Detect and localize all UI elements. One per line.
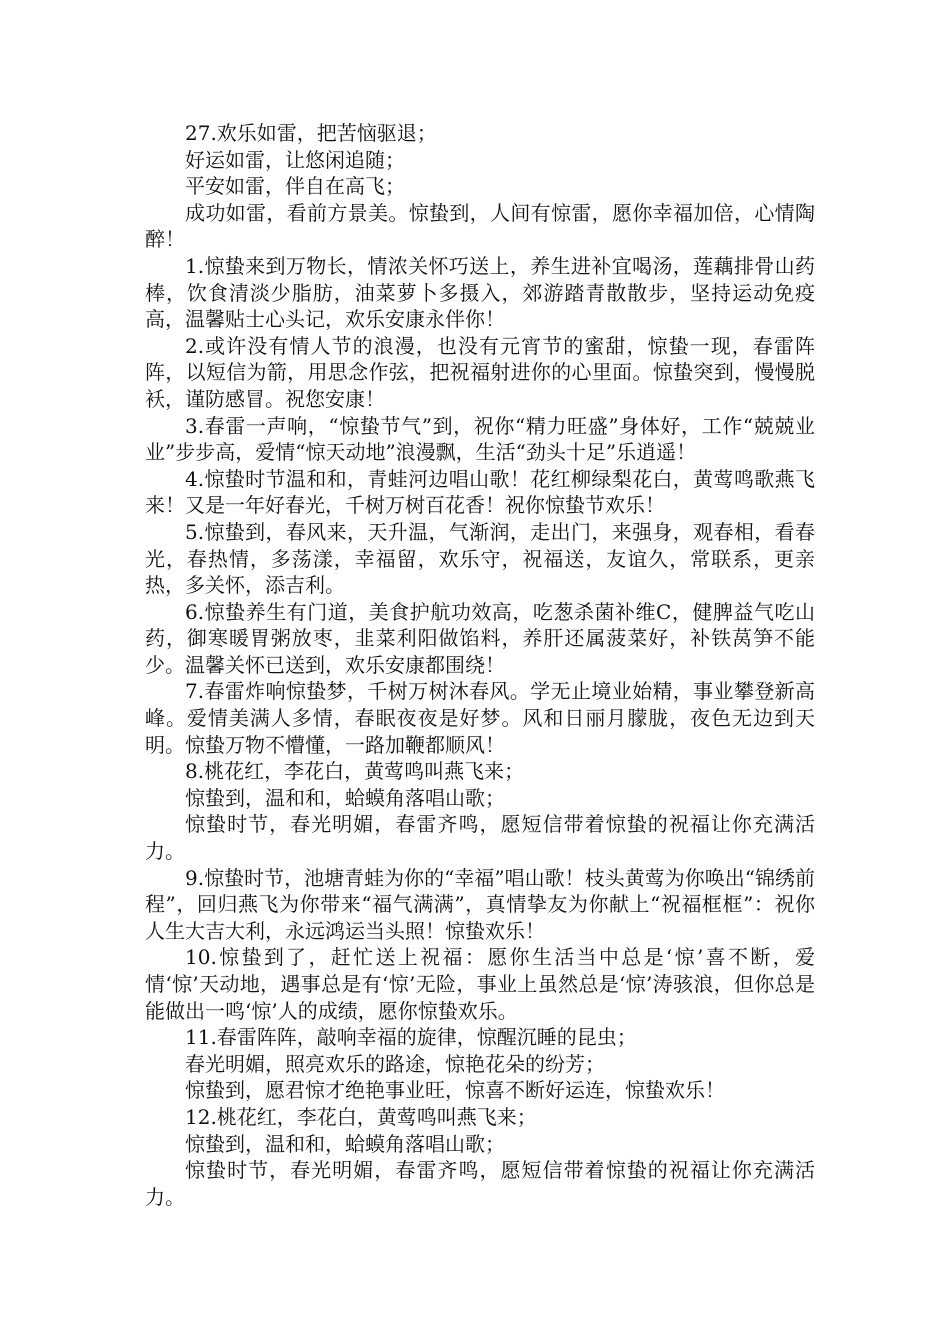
paragraph: 惊蛰到，温和和，蛤蟆角落唱山歌； xyxy=(185,1131,505,1156)
paragraph: 10.惊蛰到了，赶忙送上祝福：愿你生活当中总是‘惊’喜不断，爱情‘惊’天动地，遇事总是有‘惊’无险，事业上虽然总是‘惊’涛骇浪，但你总是能做出一鸣‘惊’人的成绩，愿你惊蛰欢乐。 xyxy=(145,945,815,1023)
paragraph: 11.春雷阵阵，敲响幸福的旋律，惊醒沉睡的昆虫； xyxy=(185,1025,637,1050)
paragraph: 2.或许没有情人节的浪漫，也没有元宵节的蜜甜，惊蛰一现，春雷阵阵，以短信为箭，用思念作弦，把祝福射进你的心里面。惊蛰突到，慢慢脱袄，谨防感冒。祝您安康！ xyxy=(145,333,815,411)
paragraph: 3.春雷一声响，“惊蛰节气”到，祝你“精力旺盛”身体好，工作“兢兢业业”步步高，爱情“惊天动地”浪漫飘，生活“劲头十足”乐逍遥！ xyxy=(145,413,815,465)
paragraph: 平安如雷，伴自在高飞； xyxy=(185,174,405,199)
paragraph: 成功如雷，看前方景美。惊蛰到，人间有惊雷，愿你幸福加倍，心情陶醉！ xyxy=(145,200,815,252)
paragraph: 8.桃花红，李花白，黄莺鸣叫燕飞来； xyxy=(185,759,525,784)
paragraph: 惊蛰时节，春光明媚，春雷齐鸣，愿短信带着惊蛰的祝福让你充满活力。 xyxy=(145,812,815,864)
paragraph: 1.惊蛰来到万物长，情浓关怀巧送上，养生进补宜喝汤，莲藕排骨山药棒，饮食清淡少脂肪，油菜萝卜多摄入，郊游踏青散散步，坚持运动免疫高，温馨贴士心头记，欢乐安康永伴你！ xyxy=(145,253,815,332)
paragraph: 好运如雷，让悠闲追随； xyxy=(185,147,405,172)
paragraph: 惊蛰到，温和和，蛤蟆角落唱山歌； xyxy=(185,785,505,810)
paragraph: 7.春雷炸响惊蛰梦，千树万树沐春风。学无止境业始精，事业攀登新高峰。爱情美满人多情，春眠夜夜是好梦。风和日丽月朦胧，夜色无边到天明。惊蛰万物不懵懂，一路加鞭都顺风！ xyxy=(145,679,815,757)
paragraph: 27.欢乐如雷，把苦恼驱退； xyxy=(185,121,437,145)
paragraph: 春光明媚，照亮欢乐的路途，惊艳花朵的纷芳； xyxy=(185,1051,605,1076)
document-body xyxy=(145,120,815,1210)
paragraph: 4.惊蛰时节温和和，青蛙河边唱山歌！花红柳绿梨花白，黄莺鸣歌燕飞来！又是一年好春光，千树万树百花香！祝你惊蛰节欢乐！ xyxy=(145,466,815,518)
paragraph: 12.桃花红，李花白，黄莺鸣叫燕飞来； xyxy=(185,1104,537,1129)
paragraph: 惊蛰时节，春光明媚，春雷齐鸣，愿短信带着惊蛰的祝福让你充满活力。 xyxy=(145,1158,815,1209)
paragraph: 9.惊蛰时节，池塘青蛙为你的“幸福”唱山歌！枝头黄莺为你唤出“锦绣前程”，回归燕飞为你带来“福气满满”，真情挚友为你献上“祝福框框”：祝你人生大吉大利，永远鸿运当头照！惊蛰欢乐！ xyxy=(145,865,815,943)
paragraph: 5.惊蛰到，春风来，天升温，气渐润，走出门，来强身，观春相，看春光，春热情，多荡漾，幸福留，欢乐守，祝福送，友谊久，常联系，更亲热，多关怀，添吉利。 xyxy=(145,519,815,598)
paragraph: 惊蛰到，愿君惊才绝艳事业旺，惊喜不断好运连，惊蛰欢乐！ xyxy=(185,1078,725,1103)
paragraph: 6.惊蛰养生有门道，美食护航功效高，吃葱杀菌补维C，健脾益气吃山药，御寒暖胃粥放枣，韭菜利阳做馅料，养肝还属菠菜好，补铁莴笋不能少。温馨关怀已送到，欢乐安康都围绕！ xyxy=(145,599,815,677)
